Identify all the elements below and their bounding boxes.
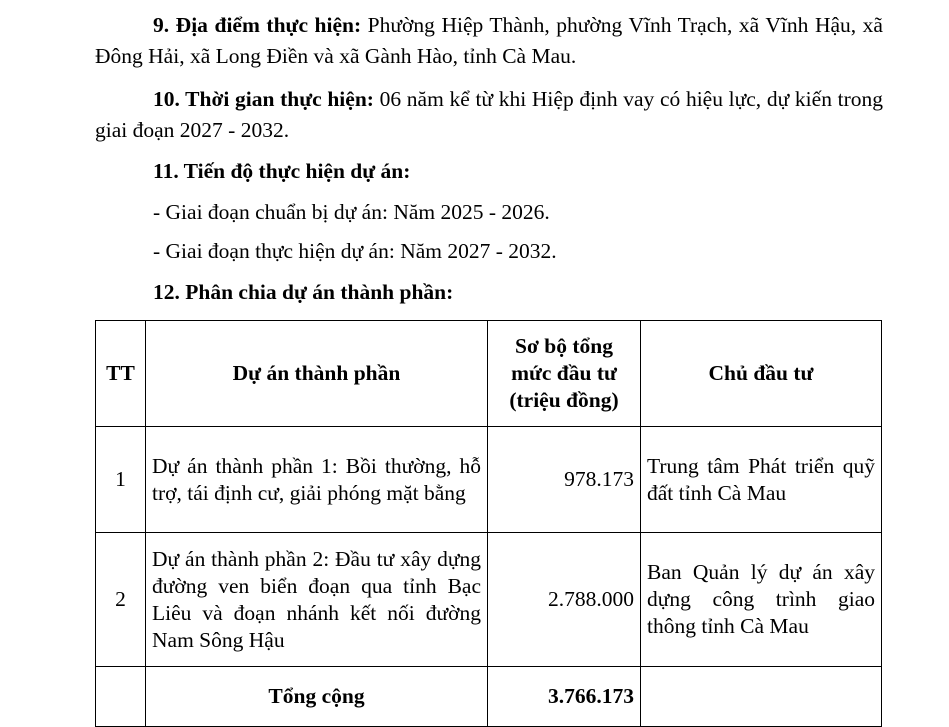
total-amount: 3.766.173 <box>488 667 641 727</box>
table-total-row <box>96 667 882 727</box>
section-11-item-1: - Giai đoạn chuẩn bị dự án: Năm 2025 - 2026. <box>153 200 550 224</box>
row-2-amount: 2.788.000 <box>488 533 641 667</box>
row-1-owner: Trung tâm Phát triển quỹ đất tỉnh Cà Mau <box>641 427 882 533</box>
table-header-row <box>96 321 882 427</box>
table-row <box>96 427 882 533</box>
component-projects-table <box>95 320 882 727</box>
total-owner <box>641 667 882 727</box>
header-owner: Chủ đầu tư <box>641 321 882 427</box>
section-10-label: 10. Thời gian thực hiện: <box>153 87 374 111</box>
row-1-tt: 1 <box>96 427 146 533</box>
row-1-amount: 978.173 <box>488 427 641 533</box>
section-9-text: Phường Hiệp Thành, phường Vĩnh Trạch, xã Vĩnh Hậu, xã Đông Hải, xã Long Điền và xã Gành Hào, tỉnh Cà Mau. <box>95 13 883 68</box>
section-10-text: 06 năm kể từ khi Hiệp định vay có hiệu lực, dự kiến trong giai đoạn 2027 - 2032. <box>95 87 884 142</box>
section-12-label: 12. Phân chia dự án thành phần: <box>153 280 454 304</box>
table-row <box>96 533 882 667</box>
total-label: Tổng cộng <box>146 667 488 727</box>
row-1-name: Dự án thành phần 1: Bồi thường, hỗ trợ, tái định cư, giải phóng mặt bằng <box>146 427 488 533</box>
header-tt: TT <box>96 321 146 427</box>
header-investment: Sơ bộ tổng mức đầu tư (triệu đồng) <box>488 321 641 427</box>
section-11-label: 11. Tiến độ thực hiện dự án: <box>153 159 411 183</box>
section-11-item-2: - Giai đoạn thực hiện dự án: Năm 2027 - 2032. <box>153 239 557 263</box>
header-project: Dự án thành phần <box>146 321 488 427</box>
section-10 <box>95 84 883 146</box>
section-9-label: 9. Địa điểm thực hiện: <box>153 13 362 37</box>
total-tt <box>96 667 146 727</box>
row-2-name: Dự án thành phần 2: Đầu tư xây dựng đường ven biển đoạn qua tỉnh Bạc Liêu và đoạn nhánh kết nối đường Nam Sông Hậu <box>146 533 488 667</box>
row-2-tt: 2 <box>96 533 146 667</box>
row-2-owner: Ban Quản lý dự án xây dựng công trình giao thông tỉnh Cà Mau <box>641 533 882 667</box>
section-9 <box>95 10 883 72</box>
